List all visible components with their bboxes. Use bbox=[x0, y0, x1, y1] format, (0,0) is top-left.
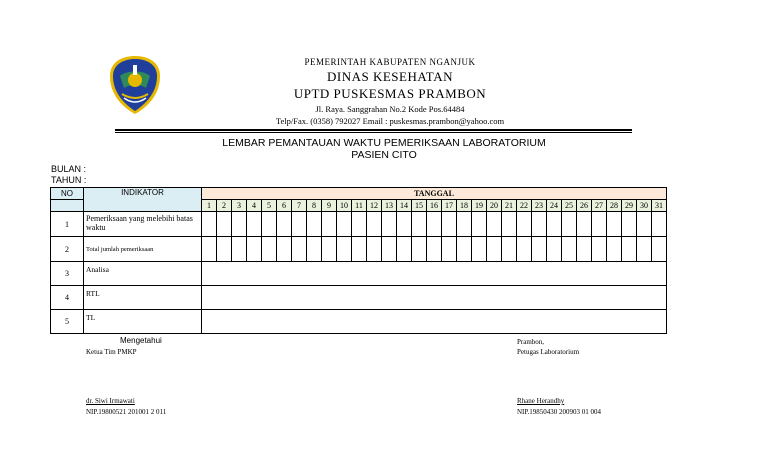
data-cell[interactable] bbox=[337, 212, 352, 237]
data-cell[interactable] bbox=[607, 212, 622, 237]
day-cell: 19 bbox=[472, 200, 487, 212]
table-row bbox=[51, 262, 667, 286]
data-cell[interactable] bbox=[397, 212, 412, 237]
data-cell[interactable] bbox=[262, 237, 277, 262]
data-cell[interactable] bbox=[262, 212, 277, 237]
data-cell[interactable] bbox=[592, 212, 607, 237]
year-label: TAHUN : bbox=[51, 175, 87, 185]
table-row bbox=[51, 237, 667, 262]
table-row bbox=[51, 286, 667, 310]
left-signer-name: dr. Siwi Irmawati bbox=[86, 397, 135, 405]
place-label: Prambon, bbox=[517, 338, 545, 346]
table-row bbox=[51, 310, 667, 334]
data-cell[interactable] bbox=[517, 237, 532, 262]
header-no: NO bbox=[51, 188, 84, 200]
analysis-field[interactable] bbox=[202, 262, 667, 286]
letterhead-department: DINAS KESEHATAN bbox=[327, 69, 453, 84]
row-number: 1 bbox=[51, 212, 84, 237]
data-cell[interactable] bbox=[547, 237, 562, 262]
data-cell[interactable] bbox=[367, 237, 382, 262]
row-number: 2 bbox=[51, 237, 84, 262]
data-cell[interactable] bbox=[577, 237, 592, 262]
letterhead-divider-thin bbox=[115, 132, 632, 133]
day-cell: 29 bbox=[622, 200, 637, 212]
data-cell[interactable] bbox=[457, 237, 472, 262]
day-cell: 20 bbox=[487, 200, 502, 212]
approval-heading: Mengetahui bbox=[120, 336, 162, 345]
data-cell[interactable] bbox=[577, 212, 592, 237]
data-cell[interactable] bbox=[232, 237, 247, 262]
indicator-cell: RTL bbox=[84, 286, 202, 310]
data-cell[interactable] bbox=[337, 237, 352, 262]
follow-up-field[interactable] bbox=[202, 310, 667, 334]
right-signer-role: Petugas Laboratorium bbox=[517, 348, 580, 356]
left-signer-nip: NIP.19800521 201001 2 011 bbox=[86, 408, 167, 416]
data-cell[interactable] bbox=[307, 237, 322, 262]
data-cell[interactable] bbox=[247, 237, 262, 262]
day-cell: 6 bbox=[277, 200, 292, 212]
data-cell[interactable] bbox=[472, 212, 487, 237]
data-cell[interactable] bbox=[487, 237, 502, 262]
data-cell[interactable] bbox=[292, 212, 307, 237]
data-cell[interactable] bbox=[412, 237, 427, 262]
right-signer-nip: NIP.19850430 200903 01 004 bbox=[517, 408, 602, 416]
data-cell[interactable] bbox=[442, 212, 457, 237]
day-cell: 17 bbox=[442, 200, 457, 212]
data-cell[interactable] bbox=[367, 212, 382, 237]
day-cell: 24 bbox=[547, 200, 562, 212]
data-cell[interactable] bbox=[277, 212, 292, 237]
data-cell[interactable] bbox=[637, 212, 652, 237]
month-label: BULAN : bbox=[51, 164, 87, 174]
data-cell[interactable] bbox=[592, 237, 607, 262]
day-cell: 21 bbox=[502, 200, 517, 212]
row-number: 3 bbox=[51, 262, 84, 286]
data-cell[interactable] bbox=[322, 212, 337, 237]
letterhead-contact: Telp/Fax. (0358) 792027 Email : puskesmas.prambon@yahoo.com bbox=[275, 116, 505, 126]
day-cell: 3 bbox=[232, 200, 247, 212]
data-cell[interactable] bbox=[292, 237, 307, 262]
day-cell: 11 bbox=[352, 200, 367, 212]
day-cell: 5 bbox=[262, 200, 277, 212]
day-cell: 13 bbox=[382, 200, 397, 212]
row-number: 5 bbox=[51, 310, 84, 334]
day-cell: 25 bbox=[562, 200, 577, 212]
day-cell: 26 bbox=[577, 200, 592, 212]
data-cell[interactable] bbox=[637, 237, 652, 262]
indicator-cell: TL bbox=[84, 310, 202, 334]
data-cell[interactable] bbox=[487, 212, 502, 237]
day-cell: 18 bbox=[457, 200, 472, 212]
data-cell[interactable] bbox=[457, 212, 472, 237]
data-cell[interactable] bbox=[532, 237, 547, 262]
data-cell[interactable] bbox=[382, 212, 397, 237]
data-cell[interactable] bbox=[412, 212, 427, 237]
letterhead-divider bbox=[115, 129, 632, 131]
day-cell: 22 bbox=[517, 200, 532, 212]
indicator-cell: Pemeriksaan yang melebihi batas waktu bbox=[84, 212, 202, 237]
indicator-cell: Analisa bbox=[84, 262, 202, 286]
header-indicator: INDIKATOR bbox=[84, 188, 202, 212]
data-cell[interactable] bbox=[442, 237, 457, 262]
left-signer-role: Ketua Tim PMKP bbox=[86, 348, 137, 356]
data-cell[interactable] bbox=[352, 237, 367, 262]
data-cell[interactable] bbox=[232, 212, 247, 237]
letterhead-puskesmas: UPTD PUSKESMAS PRAMBON bbox=[293, 86, 487, 101]
data-cell[interactable] bbox=[217, 212, 232, 237]
data-cell[interactable] bbox=[532, 212, 547, 237]
data-cell[interactable] bbox=[202, 237, 217, 262]
data-cell[interactable] bbox=[547, 212, 562, 237]
form-subtitle: PASIEN CITO bbox=[351, 149, 417, 161]
data-cell[interactable] bbox=[427, 237, 442, 262]
data-cell[interactable] bbox=[562, 237, 577, 262]
row-number: 4 bbox=[51, 286, 84, 310]
data-cell[interactable] bbox=[247, 212, 262, 237]
data-cell[interactable] bbox=[622, 212, 637, 237]
data-cell[interactable] bbox=[307, 212, 322, 237]
data-cell[interactable] bbox=[622, 237, 637, 262]
day-cell: 23 bbox=[532, 200, 547, 212]
letterhead-address: Jl. Raya. Sanggrahan No.2 Kode Pos.64484 bbox=[315, 104, 465, 114]
day-cell: 2 bbox=[217, 200, 232, 212]
data-cell[interactable] bbox=[397, 237, 412, 262]
day-cell: 7 bbox=[292, 200, 307, 212]
data-cell[interactable] bbox=[382, 237, 397, 262]
table-row bbox=[51, 212, 667, 237]
day-cell: 12 bbox=[367, 200, 382, 212]
day-cell: 10 bbox=[337, 200, 352, 212]
day-cell: 30 bbox=[637, 200, 652, 212]
regency-shield-emblem-icon bbox=[108, 54, 162, 116]
day-cell: 14 bbox=[397, 200, 412, 212]
day-cell: 9 bbox=[322, 200, 337, 212]
day-cell: 27 bbox=[592, 200, 607, 212]
form-title: LEMBAR PEMANTAUAN WAKTU PEMERIKSAAN LABORATORIUM bbox=[222, 137, 546, 149]
data-cell[interactable] bbox=[502, 212, 517, 237]
data-cell[interactable] bbox=[277, 237, 292, 262]
data-cell[interactable] bbox=[652, 212, 667, 237]
data-cell[interactable] bbox=[502, 237, 517, 262]
monitoring-table bbox=[50, 187, 667, 334]
letterhead-government: PEMERINTAH KABUPATEN NGANJUK bbox=[304, 57, 476, 67]
right-signer-name: Rhane Herandhy bbox=[517, 397, 565, 405]
data-cell[interactable] bbox=[202, 212, 217, 237]
data-cell[interactable] bbox=[322, 237, 337, 262]
header-tanggal: TANGGAL bbox=[202, 188, 667, 200]
data-cell[interactable] bbox=[217, 237, 232, 262]
day-cell: 15 bbox=[412, 200, 427, 212]
follow-up-plan-field[interactable] bbox=[202, 286, 667, 310]
day-cell: 8 bbox=[307, 200, 322, 212]
day-cell: 1 bbox=[202, 200, 217, 212]
data-cell[interactable] bbox=[472, 237, 487, 262]
header-no-blank bbox=[51, 200, 84, 212]
data-cell[interactable] bbox=[352, 212, 367, 237]
data-cell[interactable] bbox=[652, 237, 667, 262]
data-cell[interactable] bbox=[517, 212, 532, 237]
day-cell: 28 bbox=[607, 200, 622, 212]
day-cell: 31 bbox=[652, 200, 667, 212]
data-cell[interactable] bbox=[562, 212, 577, 237]
day-cell: 16 bbox=[427, 200, 442, 212]
day-cell: 4 bbox=[247, 200, 262, 212]
indicator-cell: Total jumlah pemeriksaan bbox=[84, 237, 202, 262]
data-cell[interactable] bbox=[427, 212, 442, 237]
data-cell[interactable] bbox=[607, 237, 622, 262]
